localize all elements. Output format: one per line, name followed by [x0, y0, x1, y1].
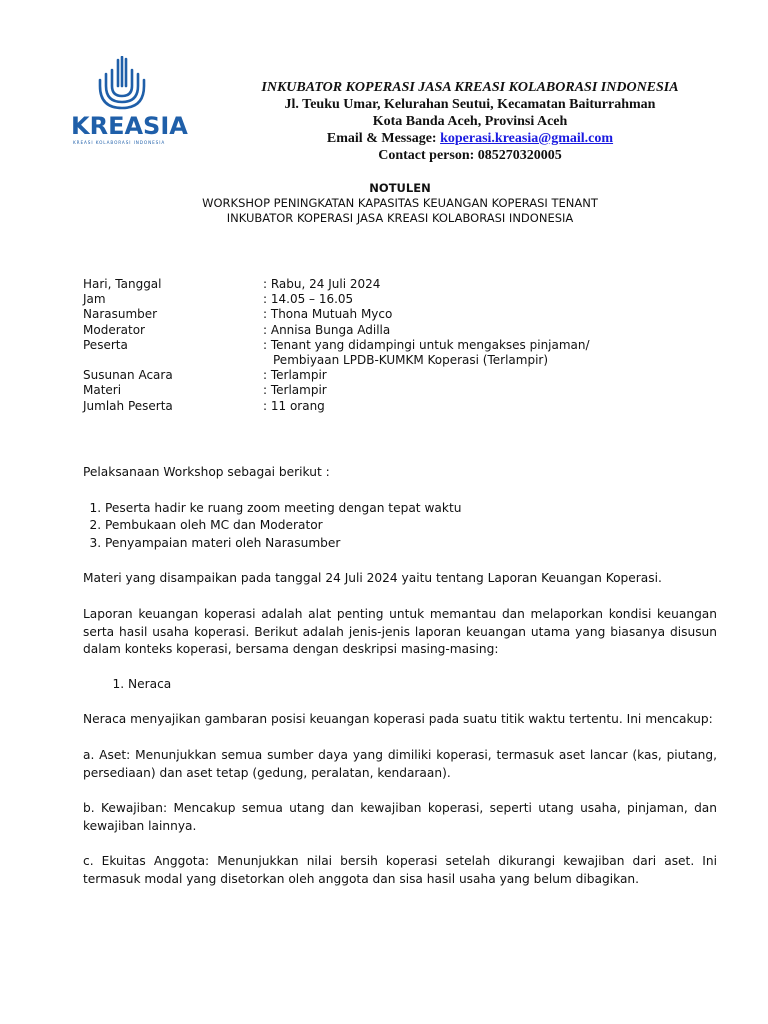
info-label: Narasumber	[83, 307, 158, 322]
contact-person: Contact person: 085270320005	[378, 148, 562, 163]
info-row-jam	[83, 292, 633, 307]
neraca-paragraph: Neraca menyajikan gambaran posisi keuangan koperasi pada suatu titik waktu tertentu. Ini mencakup:	[83, 712, 713, 727]
list-item: 1. Peserta hadir ke ruang zoom meeting dengan tepat waktu	[105, 500, 717, 518]
info-row-materi	[83, 383, 633, 398]
info-row-peserta	[83, 338, 633, 353]
laporan-paragraph: Laporan keuangan koperasi adalah alat penting untuk memantau dan melaporkan kondisi keuangan serta hasil usaha koperasi. Berikut adalah jenis-jenis laporan keuangan utama yang biasanya disusun dalam konteks koperasi, bersama dengan deskripsi masing-masing:	[83, 606, 717, 657]
title-line-1: WORKSHOP PENINGKATAN KAPASITAS KEUANGAN KOPERASI TENANT	[202, 196, 598, 210]
ekuitas-paragraph: c. Ekuitas Anggota: Menunjukkan nilai bersih koperasi setelah dikurangi kewajiban dari aset. Ini termasuk modal yang disetorkan oleh anggota dan sisa hasil usaha yang belum dibagikan.	[83, 854, 717, 886]
kewajiban-paragraph: b. Kewajiban: Mencakup semua utang dan kewajiban koperasi, seperti utang usaha, pinjaman, dan kewajiban lainnya.	[83, 801, 717, 833]
title-line-2: INKUBATOR KOPERASI JASA KREASI KOLABORASI INDONESIA	[226, 211, 574, 225]
info-row-moderator	[83, 323, 633, 338]
info-value: : 11 orang	[263, 398, 325, 413]
info-value: : Tenant yang didampingi untuk mengakses pinjaman/	[263, 337, 590, 352]
kreasia-logo	[66, 56, 190, 148]
list-item: 1. Neraca	[128, 676, 717, 694]
info-label: Jam	[83, 292, 106, 307]
info-label-empty	[83, 353, 263, 368]
info-value: : Terlampir	[263, 368, 327, 383]
logo-wordmark: KREASIA	[71, 112, 188, 140]
logo-tagline: KREASI KOLABORASI INDONESIA	[73, 140, 166, 145]
title-notulen: NOTULEN	[369, 181, 431, 195]
info-label: Moderator	[83, 322, 145, 337]
report-types-list	[83, 676, 717, 694]
list-item: 2. Pembukaan oleh MC dan Moderator	[105, 517, 717, 535]
info-row-peserta-cont	[83, 353, 633, 368]
info-value: : Rabu, 24 Juli 2024	[263, 277, 381, 291]
info-label: Peserta	[83, 337, 128, 352]
info-row-susunan	[83, 368, 633, 383]
info-value: Pembiyaan LPDB-KUMKM Koperasi (Terlampir)	[273, 353, 549, 368]
intro-paragraph: Pelaksanaan Workshop sebagai berikut :	[83, 465, 330, 479]
info-value: : Thona Mutuah Myco	[263, 307, 393, 322]
info-value: : Terlampir	[263, 383, 327, 398]
info-row-jumlah	[83, 399, 633, 414]
org-name: INKUBATOR KOPERASI JASA KREASI KOLABORASI INDONESIA	[261, 80, 679, 95]
email-link[interactable]: koperasi.kreasia@gmail.com	[440, 131, 614, 146]
letterhead	[230, 79, 710, 164]
info-label: Susunan Acara	[83, 368, 173, 383]
aset-paragraph: a. Aset: Menunjukkan semua sumber daya yang dimiliki koperasi, termasuk aset lancar (kas, piutang, persediaan) dan aset tetap (gedung, peralatan, kendaraan).	[83, 747, 717, 780]
info-value: : 14.05 – 16.05	[263, 292, 354, 307]
info-row-hari	[83, 277, 633, 292]
steps-list	[83, 500, 717, 553]
materi-paragraph: Materi yang disampaikan pada tanggal 24 Juli 2024 yaitu tentang Laporan Keuangan Koperasi.	[83, 571, 662, 586]
email-label: Email & Message:	[326, 131, 441, 146]
info-value: : Annisa Bunga Adilla	[263, 322, 391, 337]
info-label: Jumlah Peserta	[83, 398, 173, 413]
address-line-2: Kota Banda Aceh, Provinsi Aceh	[372, 114, 568, 129]
address-line-1: Jl. Teuku Umar, Kelurahan Seutui, Kecamatan Baiturrahman	[284, 97, 656, 112]
info-row-narasumber	[83, 307, 633, 322]
document-title	[80, 181, 720, 226]
document-body	[83, 464, 717, 889]
list-item: 3. Penyampaian materi oleh Narasumber	[105, 535, 717, 553]
info-label: Materi	[83, 383, 122, 398]
info-table	[83, 277, 633, 414]
email-line	[230, 130, 710, 147]
info-label: Hari, Tanggal	[83, 277, 162, 291]
logo-mark-icon	[88, 56, 168, 112]
